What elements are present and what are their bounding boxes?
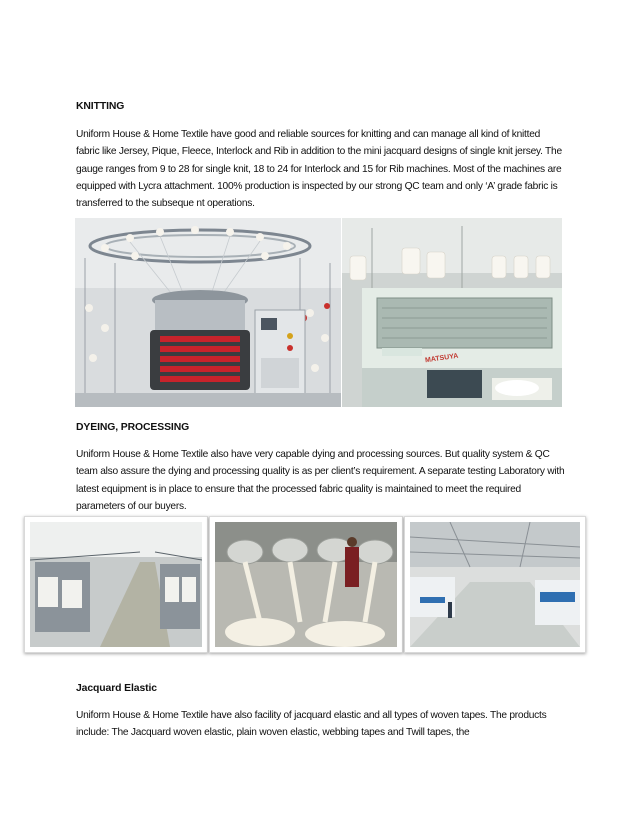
photo-dyeing-factory-aisle [24, 516, 208, 653]
paragraph-jacquard-elastic: Uniform House & Home Textile have also facility of jacquard elastic and all types of woven tapes. The products include: The Jacquard woven elastic, plain woven elastic, webbing tapes and Twill tapes, the [76, 710, 547, 739]
machine-brand-label: MATSUYA [424, 352, 459, 365]
paragraph-dyeing-processing: Uniform House & Home Textile also have very capable dying and processing sources. But quality system & QC team also assure the dying and processing quality is as per client’s requirement. A separate testing Laboratory with latest equipment is in place to ensure that the processed fabric quality is maintained to meet the required parameters of our buyers. [76, 449, 565, 512]
paragraph-knitting: Uniform House & Home Textile have good and reliable sources for knitting and can manage all kind of knitted fabric like Jersey, Pique, Fleece, Interlock and Rib in addition to the mini jacquard designs of single knit jersey. The gauge ranges from 9 to 28 for single knit, 18 to 24 for Interlock and 15 for Rib machines. Most of the machines are equipped with Lycra attachment. 100% production is inspected by our strong QC team and only ‘A’ grade fabric is transferred to the subseque nt operations. [76, 129, 562, 210]
heading-dyeing-processing: DYEING, PROCESSING [76, 422, 190, 433]
photo-dyeing-factory-hall [404, 516, 586, 653]
heading-jacquard-elastic: Jacquard Elastic [76, 683, 157, 694]
photo-flatbed-knitting-machine [342, 218, 562, 407]
heading-knitting: KNITTING [76, 101, 125, 112]
photo-circular-knitting-machine [75, 218, 341, 407]
photo-dyeing-processing-machines [209, 516, 403, 653]
